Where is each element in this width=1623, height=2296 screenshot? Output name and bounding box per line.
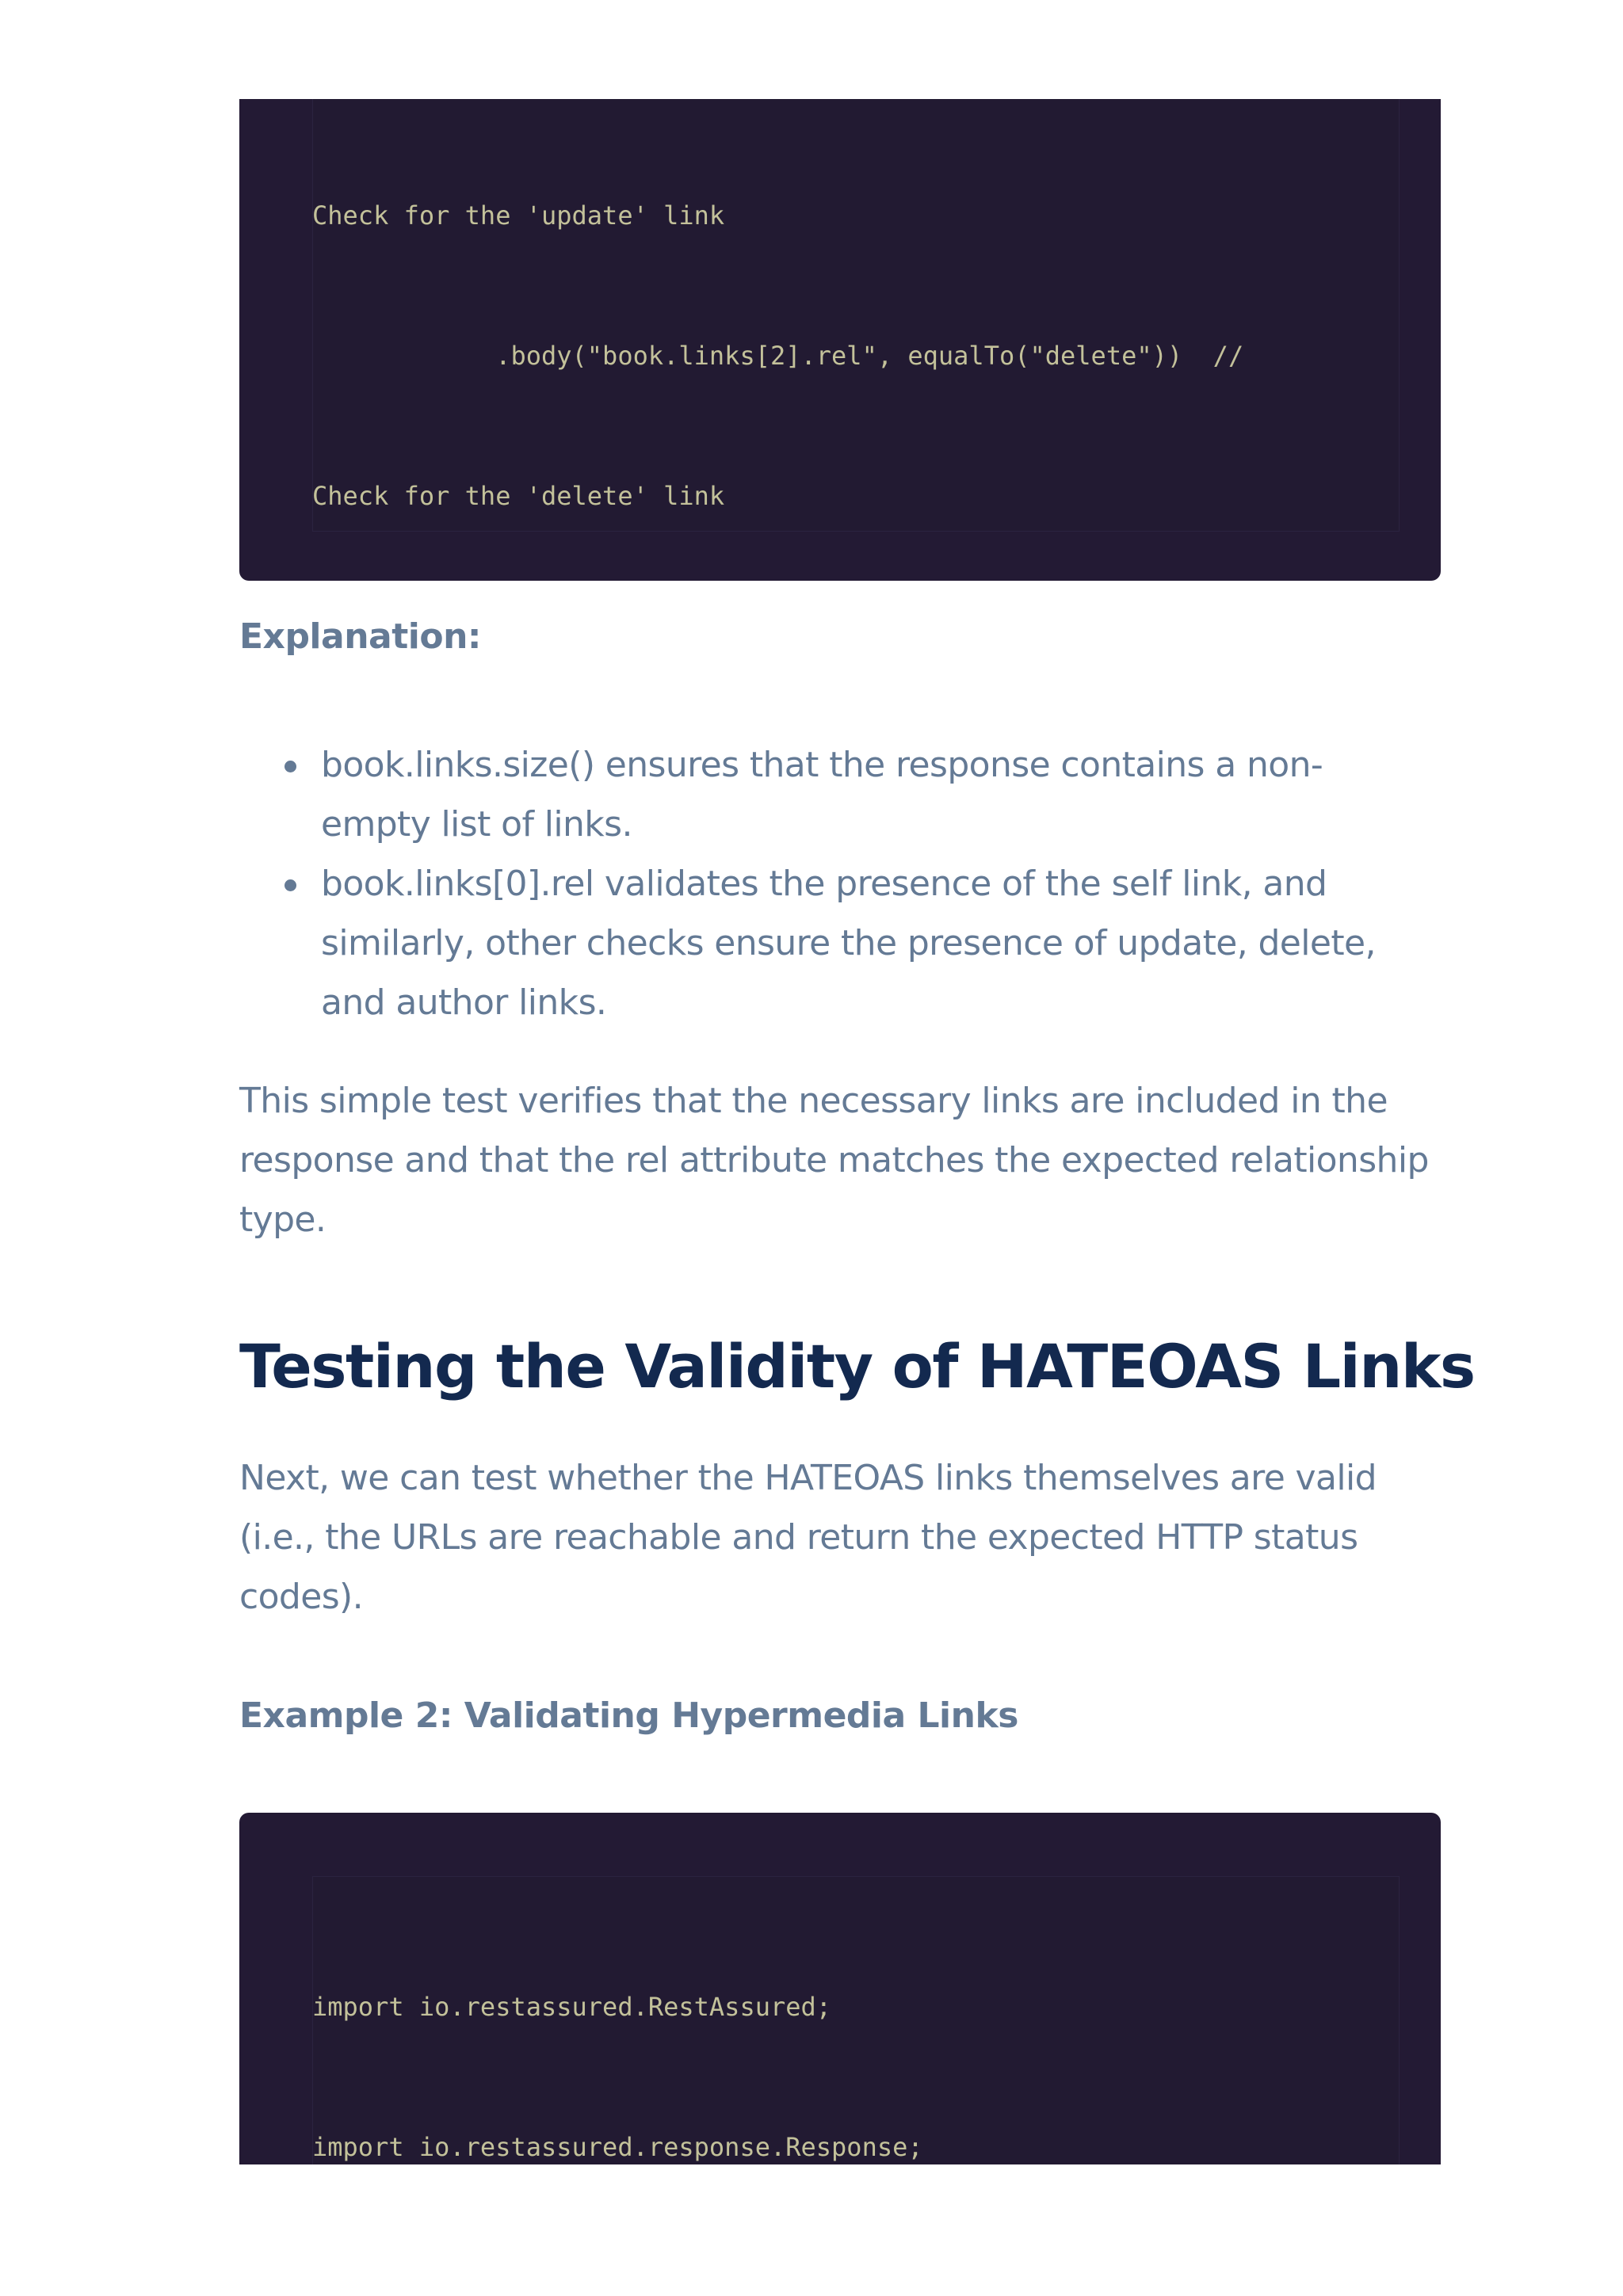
summary-paragraph: This simple test verifies that the necessary links are included in the response and that the rel attribute matches the expected relationship type. [239, 1081, 1429, 1240]
code-block-1-lines [312, 99, 1243, 581]
code-line: import io.restassured.RestAssured; [312, 1992, 832, 2022]
code-block-1 [239, 99, 1441, 581]
code-block-2-lines [312, 1890, 968, 2164]
code-block-2 [239, 1813, 1441, 2164]
list-item: book.links[0].rel validates the presence of the self link, and similarly, other checks ensure the presence of update, delete, and author links. [239, 854, 1412, 1032]
code-line: .body("book.links[2].rel", equalTo("delete")) // [312, 341, 1244, 371]
example-2-heading: Example 2: Validating Hypermedia Links [239, 1695, 1018, 1736]
code-line: Check for the 'delete' link [312, 481, 725, 511]
code-line: Check for the 'update' link [312, 200, 725, 231]
list-item: book.links.size() ensures that the response contains a non-empty list of links. [239, 735, 1412, 854]
explanation-list [239, 735, 1412, 1032]
section-intro-paragraph: Next, we can test whether the HATEOAS links themselves are valid (i.e., the URLs are reachable and return the expected HTTP status codes). [239, 1458, 1377, 1617]
explanation-heading: Explanation: [239, 616, 481, 657]
code-line: import io.restassured.response.Response; [312, 2132, 923, 2162]
section-title: Testing the Validity of HATEOAS Links [239, 1331, 1475, 1402]
